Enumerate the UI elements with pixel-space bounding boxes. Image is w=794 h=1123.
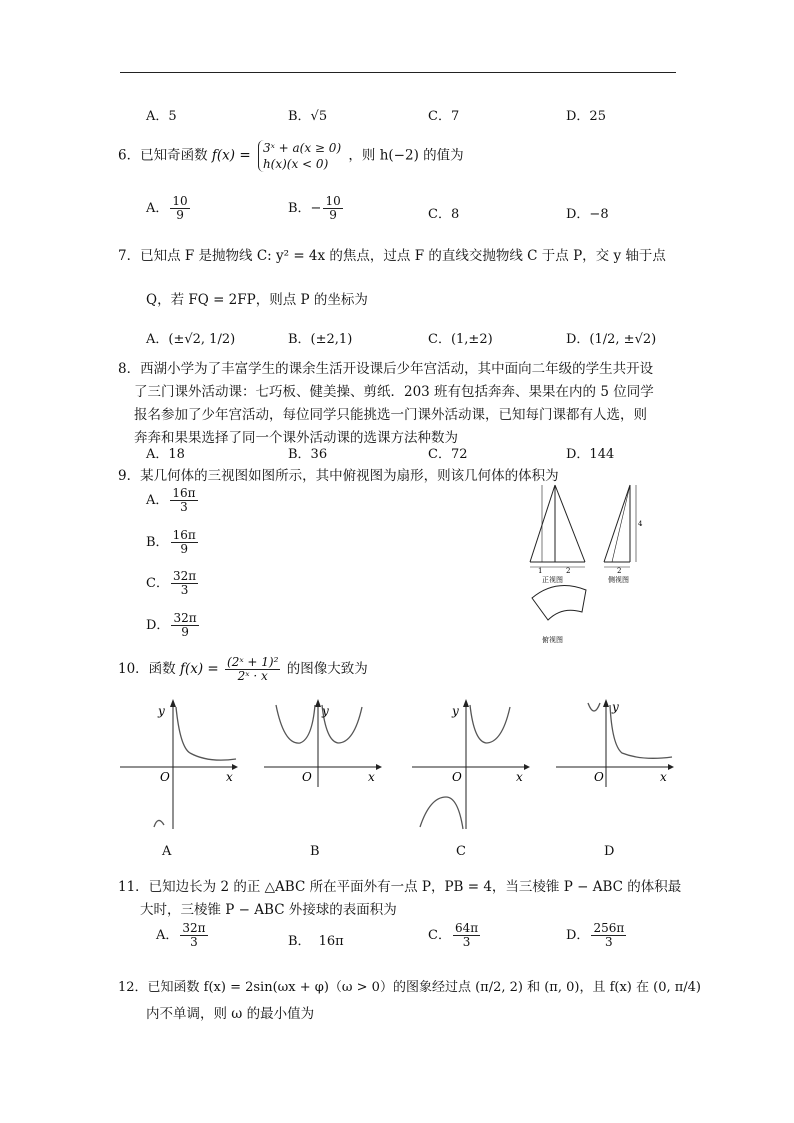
- q7-line1: 7．已知点 F 是抛物线 C: y² = 4x 的焦点，过点 F 的直线交抛物线 C 于点 P，交 y 轴于点: [118, 248, 666, 264]
- q7-option-d[interactable]: D．(1/2, ±√2): [566, 332, 657, 347]
- q7-line2: Q，若 FQ = 2FP，则点 P 的坐标为: [146, 292, 368, 308]
- q7-option-a[interactable]: A．(±√2, 1/2): [146, 332, 236, 347]
- q12-line2: 内不单调，则 ω 的最小值为: [146, 1006, 315, 1022]
- q7-option-b[interactable]: B．(±2,1): [288, 332, 353, 347]
- question-8: [118, 358, 654, 450]
- q9-option-label: A．: [146, 493, 169, 508]
- q10-prefix: 10．函数: [118, 661, 176, 677]
- q10-func: f(x) =: [179, 661, 219, 677]
- q9-option-frac: [170, 487, 197, 514]
- q11-option-value: 16π: [318, 934, 344, 949]
- q9-option-label: D．: [146, 618, 170, 633]
- q8-line: 8．西湖小学为了丰富学生的课余生活开设课后少年宫活动，其中面向二年级的学生共开设: [118, 361, 654, 377]
- q9-option-label: B．: [146, 535, 169, 550]
- top-view-sector: [532, 586, 586, 621]
- q9-option-frac: [171, 529, 198, 556]
- q11-line: 大时，三棱锥 P − ABC 外接球的表面积为: [140, 902, 397, 918]
- q11-option-label: B．: [288, 934, 311, 949]
- q6-option-b-label: B．−: [288, 201, 322, 216]
- frac-den: 9: [176, 208, 184, 222]
- q6-option-a-frac: [170, 195, 189, 222]
- option-a[interactable]: A．5: [146, 109, 177, 124]
- origin-label: O: [452, 770, 462, 784]
- frac-den: 9: [181, 625, 189, 639]
- q9-dim-4: 4: [638, 520, 643, 528]
- q6-option-d[interactable]: D．−8: [566, 207, 609, 222]
- frac-num: 256π: [593, 921, 625, 935]
- header-rule: [120, 72, 676, 73]
- frac-num: 32π: [173, 611, 197, 625]
- q11-line: 11．已知边长为 2 的正 △ABC 所在平面外有一点 P，PB = 4，当三棱锥 P − ABC 的体积最: [118, 879, 682, 895]
- graph-d[interactable]: [554, 697, 676, 832]
- graph-a[interactable]: [118, 697, 240, 832]
- frac-den: 3: [605, 935, 613, 949]
- origin-label: O: [594, 770, 604, 784]
- q6-case2: h(x)(x < 0): [262, 157, 329, 171]
- curve: [154, 820, 164, 827]
- q6-suffix: ，则 h(−2) 的值为: [348, 147, 464, 164]
- frac-num: 32π: [172, 569, 197, 583]
- q9-option-c[interactable]: [146, 570, 200, 597]
- q9-text: 9．某几何体的三视图如图所示，其中俯视图为扇形，则该几何体的体积为: [118, 468, 559, 484]
- question-10: [118, 656, 368, 683]
- q11-option-label: D．: [566, 928, 590, 943]
- y-axis-arrow: [463, 699, 469, 707]
- q11-option-c[interactable]: [428, 922, 482, 949]
- q8-line: 奔奔和果果选择了同一个课外活动课的选课方法种数为: [134, 430, 458, 446]
- x-label: x: [516, 770, 523, 784]
- q6-piecewise: [258, 140, 341, 172]
- frac-den: 3: [180, 583, 189, 597]
- q6-prefix: 6．已知奇函数: [118, 147, 208, 164]
- frac-den: 3: [180, 500, 188, 514]
- frac-den: 9: [329, 208, 337, 222]
- side-view: [604, 485, 636, 567]
- q9-three-view-figure: [520, 480, 670, 650]
- frac-den: 3: [462, 935, 471, 949]
- q6-option-c[interactable]: C．8: [428, 207, 460, 222]
- question-11: [118, 876, 681, 922]
- q9-option-frac: [171, 570, 198, 597]
- x-label: x: [368, 770, 375, 784]
- option-d[interactable]: D．25: [566, 109, 606, 124]
- frac-num: (2ˣ + 1)²: [227, 655, 279, 669]
- q6-func: f(x) =: [211, 147, 251, 164]
- q6-option-a[interactable]: [146, 195, 192, 222]
- x-axis-arrow: [232, 764, 238, 770]
- q9-dim-2: 2: [566, 567, 571, 575]
- q6-option-a-label: A．: [146, 201, 169, 216]
- q6-option-b[interactable]: [288, 195, 345, 222]
- graph-c[interactable]: [410, 697, 532, 832]
- q11-option-frac: [180, 922, 207, 949]
- graph-b[interactable]: [262, 697, 384, 832]
- q11-option-frac: [453, 922, 480, 949]
- option-b[interactable]: B．√5: [288, 109, 328, 124]
- option-c[interactable]: C．7: [428, 109, 460, 124]
- q9-option-a[interactable]: [146, 487, 200, 514]
- top-view-label: 俯视图: [542, 636, 563, 644]
- graph-label-a[interactable]: A: [162, 844, 172, 859]
- q9-dim-2b: 2: [617, 567, 622, 575]
- frac-num: 32π: [182, 921, 206, 935]
- q11-option-frac: [591, 922, 626, 949]
- q8-line: 了三门课外活动课：七巧板、健美操、剪纸．203 班有包括奔奔、果果在内的 5 位同学: [134, 384, 654, 400]
- q6-case1: 3ˣ + a(x ≥ 0): [262, 141, 342, 155]
- q11-option-a[interactable]: [156, 922, 210, 949]
- question-6: [118, 140, 464, 172]
- graph-label-b[interactable]: B: [310, 844, 320, 859]
- origin-label: O: [160, 770, 170, 784]
- q8-line: 报名参加了少年宫活动，每位同学只能挑选一门课外活动课，已知每门课都有人选，则: [134, 407, 647, 423]
- y-axis-arrow: [315, 699, 321, 707]
- q8-option-b[interactable]: B．36: [288, 447, 328, 462]
- curve: [588, 703, 600, 711]
- x-axis-arrow: [524, 764, 530, 770]
- q9-option-frac: [171, 612, 198, 639]
- q10-frac: [225, 656, 280, 683]
- curve: [470, 705, 510, 743]
- q11-option-label: C．: [428, 928, 451, 943]
- side-view-label: 侧视图: [608, 576, 629, 584]
- q10-suffix: 的图像大致为: [286, 661, 368, 677]
- q8-option-c[interactable]: C．72: [428, 447, 468, 462]
- q8-option-a[interactable]: A．18: [146, 447, 185, 462]
- y-label: y: [158, 704, 165, 718]
- curve: [610, 705, 672, 758]
- q9-dim-1: 1: [538, 567, 543, 575]
- curve: [176, 707, 236, 760]
- q9-option-d[interactable]: [146, 612, 201, 639]
- graph-label-c[interactable]: C: [456, 844, 466, 859]
- frac-num: 10: [325, 194, 341, 208]
- x-axis-arrow: [668, 764, 674, 770]
- q6-option-b-frac: [323, 195, 342, 222]
- q9-option-label: C．: [146, 576, 169, 591]
- curve: [420, 797, 463, 829]
- frac-num: 10: [172, 194, 188, 208]
- frac-den: 9: [180, 542, 188, 556]
- y-label: y: [452, 704, 459, 718]
- q11-option-label: A．: [156, 928, 179, 943]
- frac-num: 64π: [454, 921, 479, 935]
- y-axis-arrow: [170, 699, 176, 707]
- frac-num: 16π: [172, 528, 196, 542]
- origin-label: O: [302, 770, 312, 784]
- frac-den: 2ˣ · x: [237, 669, 268, 683]
- x-label: x: [226, 770, 233, 784]
- y-axis-arrow: [603, 699, 609, 707]
- graph-label-d[interactable]: D: [604, 844, 615, 859]
- q12-line1: 12．已知函数 f(x) = 2sin(ωx + φ)（ω > 0）的图象经过点 (π/2, 2) 和 (π, 0)，且 f(x) 在 (0, π/4): [118, 980, 702, 995]
- q11-option-d[interactable]: [566, 922, 628, 949]
- y-label: y: [612, 700, 619, 714]
- curve: [276, 705, 315, 743]
- frac-num: 16π: [172, 486, 196, 500]
- q9-option-b[interactable]: [146, 529, 200, 556]
- front-view-label: 正视图: [542, 576, 563, 584]
- front-view: [530, 485, 585, 567]
- q11-option-b[interactable]: [288, 930, 344, 949]
- x-axis-arrow: [376, 764, 382, 770]
- q7-option-c[interactable]: C．(1,±2): [428, 332, 493, 347]
- frac-den: 3: [190, 935, 198, 949]
- y-label: y: [322, 704, 329, 718]
- x-label: x: [660, 770, 667, 784]
- q8-option-d[interactable]: D．144: [566, 447, 615, 462]
